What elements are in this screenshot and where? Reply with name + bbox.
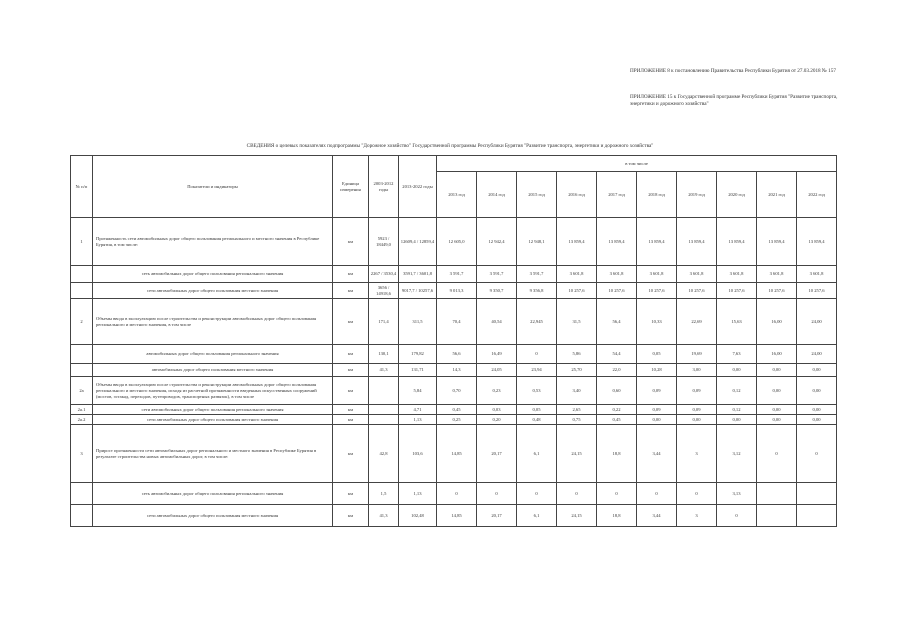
table-row bbox=[71, 483, 837, 505]
year-value: 10 257,6 bbox=[597, 283, 637, 299]
year-value: 0,48 bbox=[517, 415, 557, 425]
year-value: 14,85 bbox=[437, 505, 477, 527]
col-header-year: 2018 год bbox=[637, 172, 677, 218]
year-value: 31,5 bbox=[557, 299, 597, 345]
year-value: 0,20 bbox=[477, 415, 517, 425]
year-value: 0,09 bbox=[677, 405, 717, 415]
unit-cell: км bbox=[333, 364, 369, 377]
year-value: 13 859,4 bbox=[637, 218, 677, 266]
row-number: 2 bbox=[71, 299, 93, 345]
indicator-name: автомобильных дорог общего пользования местного значения bbox=[93, 364, 333, 377]
col-header-year: 2022 год bbox=[797, 172, 837, 218]
year-value: 13 859,4 bbox=[717, 218, 757, 266]
year-value: 3 591,7 bbox=[517, 266, 557, 283]
year-value: 10 257,6 bbox=[637, 283, 677, 299]
year-value: 0,00 bbox=[757, 415, 797, 425]
year-value: 0,12 bbox=[717, 377, 757, 405]
year-value: 3 601,8 bbox=[757, 266, 797, 283]
year-value: 0,00 bbox=[797, 415, 837, 425]
year-value: 13 859,4 bbox=[597, 218, 637, 266]
indicators-table bbox=[70, 155, 837, 527]
col-header-year: 2015 год bbox=[517, 172, 557, 218]
year-value: 24,00 bbox=[797, 299, 837, 345]
year-value: 24,00 bbox=[797, 345, 837, 364]
indicator-name: Прирост протяженности сети автомобильных дорог регионального и местного значения в Республике Бурятия в результате строительства новых автомобильных дорог, в том числе: bbox=[93, 425, 333, 483]
unit-cell: км bbox=[333, 405, 369, 415]
year-value: 3 591,7 bbox=[477, 266, 517, 283]
period-2003-2012-value bbox=[369, 415, 399, 425]
year-value: 13 859,4 bbox=[757, 218, 797, 266]
year-value: 0,05 bbox=[637, 345, 677, 364]
col-header-year: 2020 год bbox=[717, 172, 757, 218]
year-value: 70,4 bbox=[437, 299, 477, 345]
unit-cell: км bbox=[333, 483, 369, 505]
year-value: 0,12 bbox=[717, 405, 757, 415]
year-value: 3 591,7 bbox=[437, 266, 477, 283]
col-header-year: 2014 год bbox=[477, 172, 517, 218]
unit-cell: км bbox=[333, 266, 369, 283]
col-header-unit: Единица измерения bbox=[333, 156, 369, 218]
period-2013-2022-value: 311,5 bbox=[399, 299, 437, 345]
year-value: 0,03 bbox=[477, 405, 517, 415]
period-2003-2012-value: 41,3 bbox=[369, 364, 399, 377]
year-value: 10 257,6 bbox=[757, 283, 797, 299]
year-value: 19,69 bbox=[677, 345, 717, 364]
table-row bbox=[71, 505, 837, 527]
year-value: 0,22 bbox=[597, 405, 637, 415]
unit-cell: км bbox=[333, 425, 369, 483]
year-value: 9 013,3 bbox=[437, 283, 477, 299]
year-value: 0,53 bbox=[517, 377, 557, 405]
year-value: 0 bbox=[517, 345, 557, 364]
indicator-name: сеть автомобильных дорог общего пользования регионального значения bbox=[93, 266, 333, 283]
year-value: 3 bbox=[677, 425, 717, 483]
period-2003-2012-value: 1,5 bbox=[369, 483, 399, 505]
period-2013-2022-value: 4,71 bbox=[399, 405, 437, 415]
row-number: 2а.1 bbox=[71, 405, 93, 415]
year-value: 12 605,0 bbox=[437, 218, 477, 266]
year-value: 5,86 bbox=[557, 345, 597, 364]
year-value: 10,28 bbox=[637, 364, 677, 377]
year-value: 0 bbox=[797, 425, 837, 483]
year-value: 10 257,6 bbox=[677, 283, 717, 299]
year-value: 9 356,8 bbox=[517, 283, 557, 299]
row-number bbox=[71, 364, 93, 377]
col-header-year: 2013 год bbox=[437, 172, 477, 218]
year-value: 0,09 bbox=[637, 405, 677, 415]
period-2013-2022-value: 102,48 bbox=[399, 505, 437, 527]
indicator-name: Протяженность сети автомобильных дорог общего пользования регионального и местного значения в Республике Бурятия, в том числе: bbox=[93, 218, 333, 266]
unit-cell: км bbox=[333, 377, 369, 405]
year-value: 0,09 bbox=[677, 377, 717, 405]
col-header-year: 2017 год bbox=[597, 172, 637, 218]
indicator-name: автомобильных дорог общего пользования регионального значения bbox=[93, 345, 333, 364]
col-header-num: № п/п bbox=[71, 156, 93, 218]
col-header-period-2013: 2013-2022 годы bbox=[399, 156, 437, 218]
period-2013-2022-value: 3591,7 / 3601,8 bbox=[399, 266, 437, 283]
year-value: 16,49 bbox=[477, 345, 517, 364]
year-value: 18,8 bbox=[597, 505, 637, 527]
year-value: 23,94 bbox=[517, 364, 557, 377]
year-value: 12 948,1 bbox=[517, 218, 557, 266]
year-value: 3,40 bbox=[557, 377, 597, 405]
table-row bbox=[71, 218, 837, 266]
period-2013-2022-value: 5,84 bbox=[399, 377, 437, 405]
col-header-including: в том числе bbox=[437, 156, 837, 172]
year-value: 0,60 bbox=[597, 377, 637, 405]
unit-cell: км bbox=[333, 283, 369, 299]
year-value: 10 257,6 bbox=[557, 283, 597, 299]
period-2013-2022-value: 1,13 bbox=[399, 415, 437, 425]
year-value: 12 942,4 bbox=[477, 218, 517, 266]
period-2003-2012-value bbox=[369, 377, 399, 405]
year-value: 0,00 bbox=[717, 364, 757, 377]
col-header-period-2003: 2003-2012 годы bbox=[369, 156, 399, 218]
year-value: 18,8 bbox=[597, 425, 637, 483]
period-2003-2012-value: 171,4 bbox=[369, 299, 399, 345]
year-value: 15,63 bbox=[717, 299, 757, 345]
col-header-year: 2021 год bbox=[757, 172, 797, 218]
period-2003-2012-value bbox=[369, 405, 399, 415]
period-2003-2012-value: 130,1 bbox=[369, 345, 399, 364]
year-value: 0 bbox=[637, 483, 677, 505]
year-value: 0,05 bbox=[517, 405, 557, 415]
year-value: 22,945 bbox=[517, 299, 557, 345]
row-number bbox=[71, 266, 93, 283]
year-value: 3 601,8 bbox=[797, 266, 837, 283]
year-value: 24,15 bbox=[557, 425, 597, 483]
row-number bbox=[71, 483, 93, 505]
year-value: 0,45 bbox=[437, 405, 477, 415]
year-value: 0,00 bbox=[757, 364, 797, 377]
year-value: 13 859,4 bbox=[797, 218, 837, 266]
indicator-name: Объемы ввода в эксплуатацию после строительства и реконструкции автомобильных дорог общего пользования регионального и местного значения, в том числе bbox=[93, 299, 333, 345]
year-value: 0,25 bbox=[437, 415, 477, 425]
year-value: 3 601,8 bbox=[637, 266, 677, 283]
table-row bbox=[71, 283, 837, 299]
year-value: 3 bbox=[677, 505, 717, 527]
row-number: 2а bbox=[71, 377, 93, 405]
period-2003-2012-value: 3656 / 14918,6 bbox=[369, 283, 399, 299]
year-value: 10,33 bbox=[637, 299, 677, 345]
year-value: 13 859,4 bbox=[677, 218, 717, 266]
unit-cell: км bbox=[333, 415, 369, 425]
year-value: 0,45 bbox=[597, 415, 637, 425]
year-value: 3 601,8 bbox=[597, 266, 637, 283]
period-2013-2022-value: 9017,7 / 10257,6 bbox=[399, 283, 437, 299]
row-number bbox=[71, 345, 93, 364]
year-value: 16,00 bbox=[757, 299, 797, 345]
year-value: 7,63 bbox=[717, 345, 757, 364]
year-value: 0 bbox=[677, 483, 717, 505]
unit-cell: км bbox=[333, 218, 369, 266]
period-2003-2012-value: 41,3 bbox=[369, 505, 399, 527]
year-value: 20,17 bbox=[477, 505, 517, 527]
unit-cell: км bbox=[333, 299, 369, 345]
year-value: 14,3 bbox=[437, 364, 477, 377]
year-value: 16,00 bbox=[757, 345, 797, 364]
year-value: 6,1 bbox=[517, 505, 557, 527]
appendix-15-header: ПРИЛОЖЕНИЕ 15 к Государственной программе Республики Бурятия "Развитие транспорта, энергетики и дорожного хозяйства" bbox=[630, 94, 838, 107]
year-value: 0 bbox=[477, 483, 517, 505]
year-value: 54,4 bbox=[597, 345, 637, 364]
period-2013-2022-value: 179,82 bbox=[399, 345, 437, 364]
period-2003-2012-value: 42,8 bbox=[369, 425, 399, 483]
table-row bbox=[71, 345, 837, 364]
year-value: 14,85 bbox=[437, 425, 477, 483]
year-value: 2,65 bbox=[557, 405, 597, 415]
table-row bbox=[71, 364, 837, 377]
indicator-name: сети автомобильных дорог общего пользования регионального значения bbox=[93, 405, 333, 415]
period-2013-2022-value: 131,71 bbox=[399, 364, 437, 377]
col-header-name: Показатели и индикаторы bbox=[93, 156, 333, 218]
year-value: 0 bbox=[557, 483, 597, 505]
indicator-name: Объемы ввода в эксплуатацию после строительства и реконструкции автомобильных дорог общего пользования регионального и местного значения, исходя из расчетной протяженности введенных искусственных сооружений (мостов, эстакад, переходов, путепроводов, транспортных развязок), в том числе bbox=[93, 377, 333, 405]
year-value: 24,15 bbox=[557, 505, 597, 527]
table-row bbox=[71, 266, 837, 283]
indicator-name: сети автомобильных дорог общего пользования местного значения bbox=[93, 505, 333, 527]
year-value: 0,00 bbox=[797, 377, 837, 405]
period-2013-2022-value: 1,13 bbox=[399, 483, 437, 505]
unit-cell: км bbox=[333, 345, 369, 364]
year-value: 22,69 bbox=[677, 299, 717, 345]
year-value: 56,4 bbox=[597, 299, 637, 345]
period-2003-2012-value: 5923 / 18449,0 bbox=[369, 218, 399, 266]
year-value: 0 bbox=[437, 483, 477, 505]
year-value: 0,00 bbox=[757, 405, 797, 415]
year-value: 3,00 bbox=[677, 364, 717, 377]
year-value: 0,00 bbox=[797, 364, 837, 377]
year-value: 0,09 bbox=[637, 377, 677, 405]
year-value bbox=[797, 505, 837, 527]
year-value: 0,00 bbox=[797, 405, 837, 415]
year-value: 20,17 bbox=[477, 425, 517, 483]
year-value: 0,75 bbox=[557, 415, 597, 425]
year-value: 13 859,4 bbox=[557, 218, 597, 266]
col-header-year: 2016 год bbox=[557, 172, 597, 218]
table-body bbox=[71, 218, 837, 527]
row-number bbox=[71, 283, 93, 299]
table-row bbox=[71, 425, 837, 483]
year-value: 9 350,7 bbox=[477, 283, 517, 299]
year-value: 22,0 bbox=[597, 364, 637, 377]
unit-cell: км bbox=[333, 505, 369, 527]
appendix-8-header: ПРИЛОЖЕНИЕ 8 к постановлению Правительства Республики Бурятия от 27.03.2018 № 157 bbox=[630, 68, 836, 74]
row-number bbox=[71, 505, 93, 527]
period-2013-2022-value: 103,6 bbox=[399, 425, 437, 483]
year-value: 0,00 bbox=[717, 415, 757, 425]
year-value: 25,70 bbox=[557, 364, 597, 377]
year-value: 0 bbox=[597, 483, 637, 505]
indicator-name: сеть автомобильных дорог общего пользования регионального значения bbox=[93, 483, 333, 505]
document-title: СВЕДЕНИЯ о целевых показателях подпрограммы "Дорожное хозяйство" Государственной программы Республики Бурятия "Развитие транспорта, энергетики и дорожного хозяйства" bbox=[246, 143, 654, 149]
year-value bbox=[797, 483, 837, 505]
year-value: 0 bbox=[717, 505, 757, 527]
year-value bbox=[757, 505, 797, 527]
year-value: 0 bbox=[757, 425, 797, 483]
row-number: 2а.2 bbox=[71, 415, 93, 425]
year-value: 0 bbox=[517, 483, 557, 505]
year-value: 3,44 bbox=[637, 425, 677, 483]
period-2003-2012-value: 2267 / 3530,4 bbox=[369, 266, 399, 283]
row-number: 3 bbox=[71, 425, 93, 483]
year-value: 10 257,6 bbox=[717, 283, 757, 299]
table-row bbox=[71, 299, 837, 345]
year-value: 3 601,8 bbox=[677, 266, 717, 283]
year-value: 24,05 bbox=[477, 364, 517, 377]
year-value: 0,00 bbox=[637, 415, 677, 425]
year-value: 3 601,8 bbox=[557, 266, 597, 283]
indicator-name: сети автомобильных дорог общего пользования местного значения bbox=[93, 415, 333, 425]
col-header-year: 2019 год bbox=[677, 172, 717, 218]
year-value: 56,6 bbox=[437, 345, 477, 364]
table-row bbox=[71, 415, 837, 425]
year-value: 3 601,8 bbox=[717, 266, 757, 283]
year-value: 3,13 bbox=[717, 483, 757, 505]
year-value: 6,1 bbox=[517, 425, 557, 483]
year-value: 3,12 bbox=[717, 425, 757, 483]
year-value: 0,70 bbox=[437, 377, 477, 405]
table-row bbox=[71, 377, 837, 405]
year-value: 0,00 bbox=[677, 415, 717, 425]
year-value: 0,23 bbox=[477, 377, 517, 405]
year-value: 0,00 bbox=[757, 377, 797, 405]
year-value: 40,54 bbox=[477, 299, 517, 345]
row-number: 1 bbox=[71, 218, 93, 266]
year-value bbox=[757, 483, 797, 505]
indicator-name: сети автомобильных дорог общего пользования местного значения bbox=[93, 283, 333, 299]
year-value: 3,44 bbox=[637, 505, 677, 527]
year-value: 10 257,6 bbox=[797, 283, 837, 299]
table-row bbox=[71, 405, 837, 415]
period-2013-2022-value: 12609,4 / 12859,4 bbox=[399, 218, 437, 266]
